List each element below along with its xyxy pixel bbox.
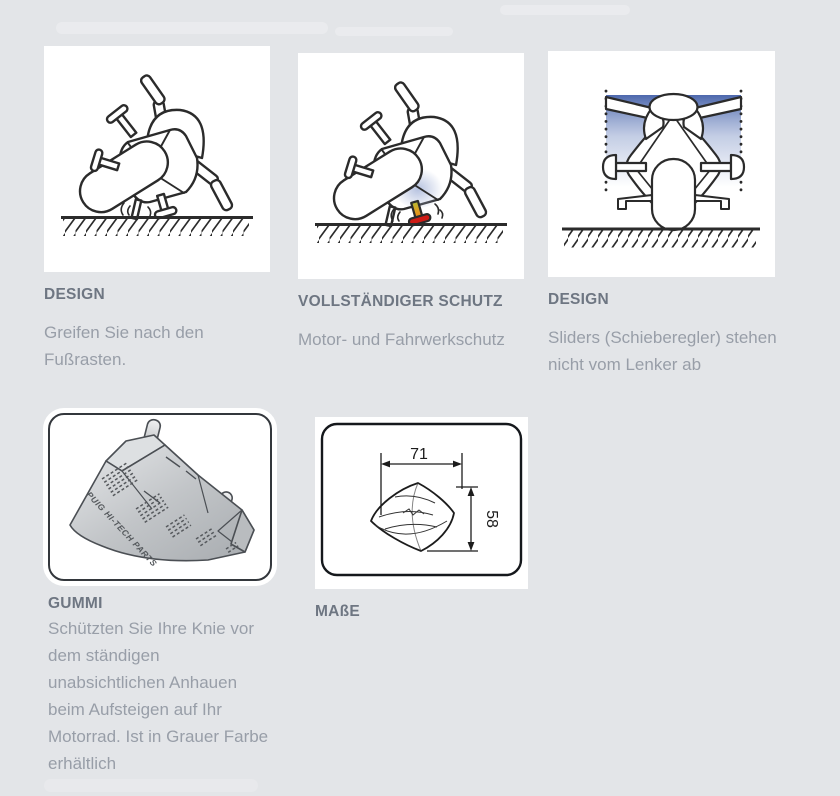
rubber-part-drawing bbox=[50, 415, 270, 579]
dimension-drawing-illustration bbox=[315, 417, 528, 589]
motorcycle-front-drawing bbox=[548, 51, 775, 277]
feature-card-masse bbox=[315, 417, 529, 636]
feature-title: DESIGN bbox=[44, 286, 105, 303]
fallen-motorcycle-drawing bbox=[44, 46, 270, 272]
dimension-drawing bbox=[315, 417, 528, 589]
fallen-motorcycle-slider-illustration bbox=[298, 53, 524, 279]
faint-highlight bbox=[44, 779, 258, 792]
feature-description: Schützten Sie Ihre Knie vor dem ständigen unabsichtlichen Anhauen beim Aufsteigen auf Ihr Motorrad. Ist in Grauer Farbe erhältlich bbox=[48, 619, 269, 773]
feature-card-full-protection bbox=[298, 53, 524, 353]
feature-description: Sliders (Schieberegler) stehen nicht vom Lenker ab bbox=[548, 328, 777, 374]
feature-title: VOLLSTÄNDIGER SCHUTZ bbox=[298, 293, 503, 310]
feature-title: GUMMI bbox=[48, 595, 103, 612]
feature-card-design-footpegs bbox=[44, 46, 270, 373]
width-dimension-label: 71 bbox=[410, 446, 428, 463]
fallen-motorcycle-slider-drawing bbox=[298, 53, 524, 279]
height-dimension-label: 58 bbox=[483, 510, 500, 528]
feature-card-gummi bbox=[48, 413, 278, 777]
faint-highlight bbox=[500, 5, 630, 15]
fallen-motorcycle-illustration bbox=[44, 46, 270, 272]
feature-card-design-handlebar bbox=[548, 51, 810, 378]
rubber-part-illustration bbox=[48, 413, 272, 581]
faint-highlight bbox=[56, 22, 328, 34]
feature-description: Greifen Sie nach den Fußrasten. bbox=[44, 323, 204, 369]
part-brand-text: PUIG HI-TECH PARTS bbox=[84, 489, 160, 569]
feature-description: Motor- und Fahrwerkschutz bbox=[298, 330, 505, 349]
motorcycle-front-illustration bbox=[548, 51, 775, 277]
feature-title: DESIGN bbox=[548, 291, 609, 308]
feature-title: MAßE bbox=[315, 603, 360, 620]
faint-highlight bbox=[335, 27, 453, 36]
